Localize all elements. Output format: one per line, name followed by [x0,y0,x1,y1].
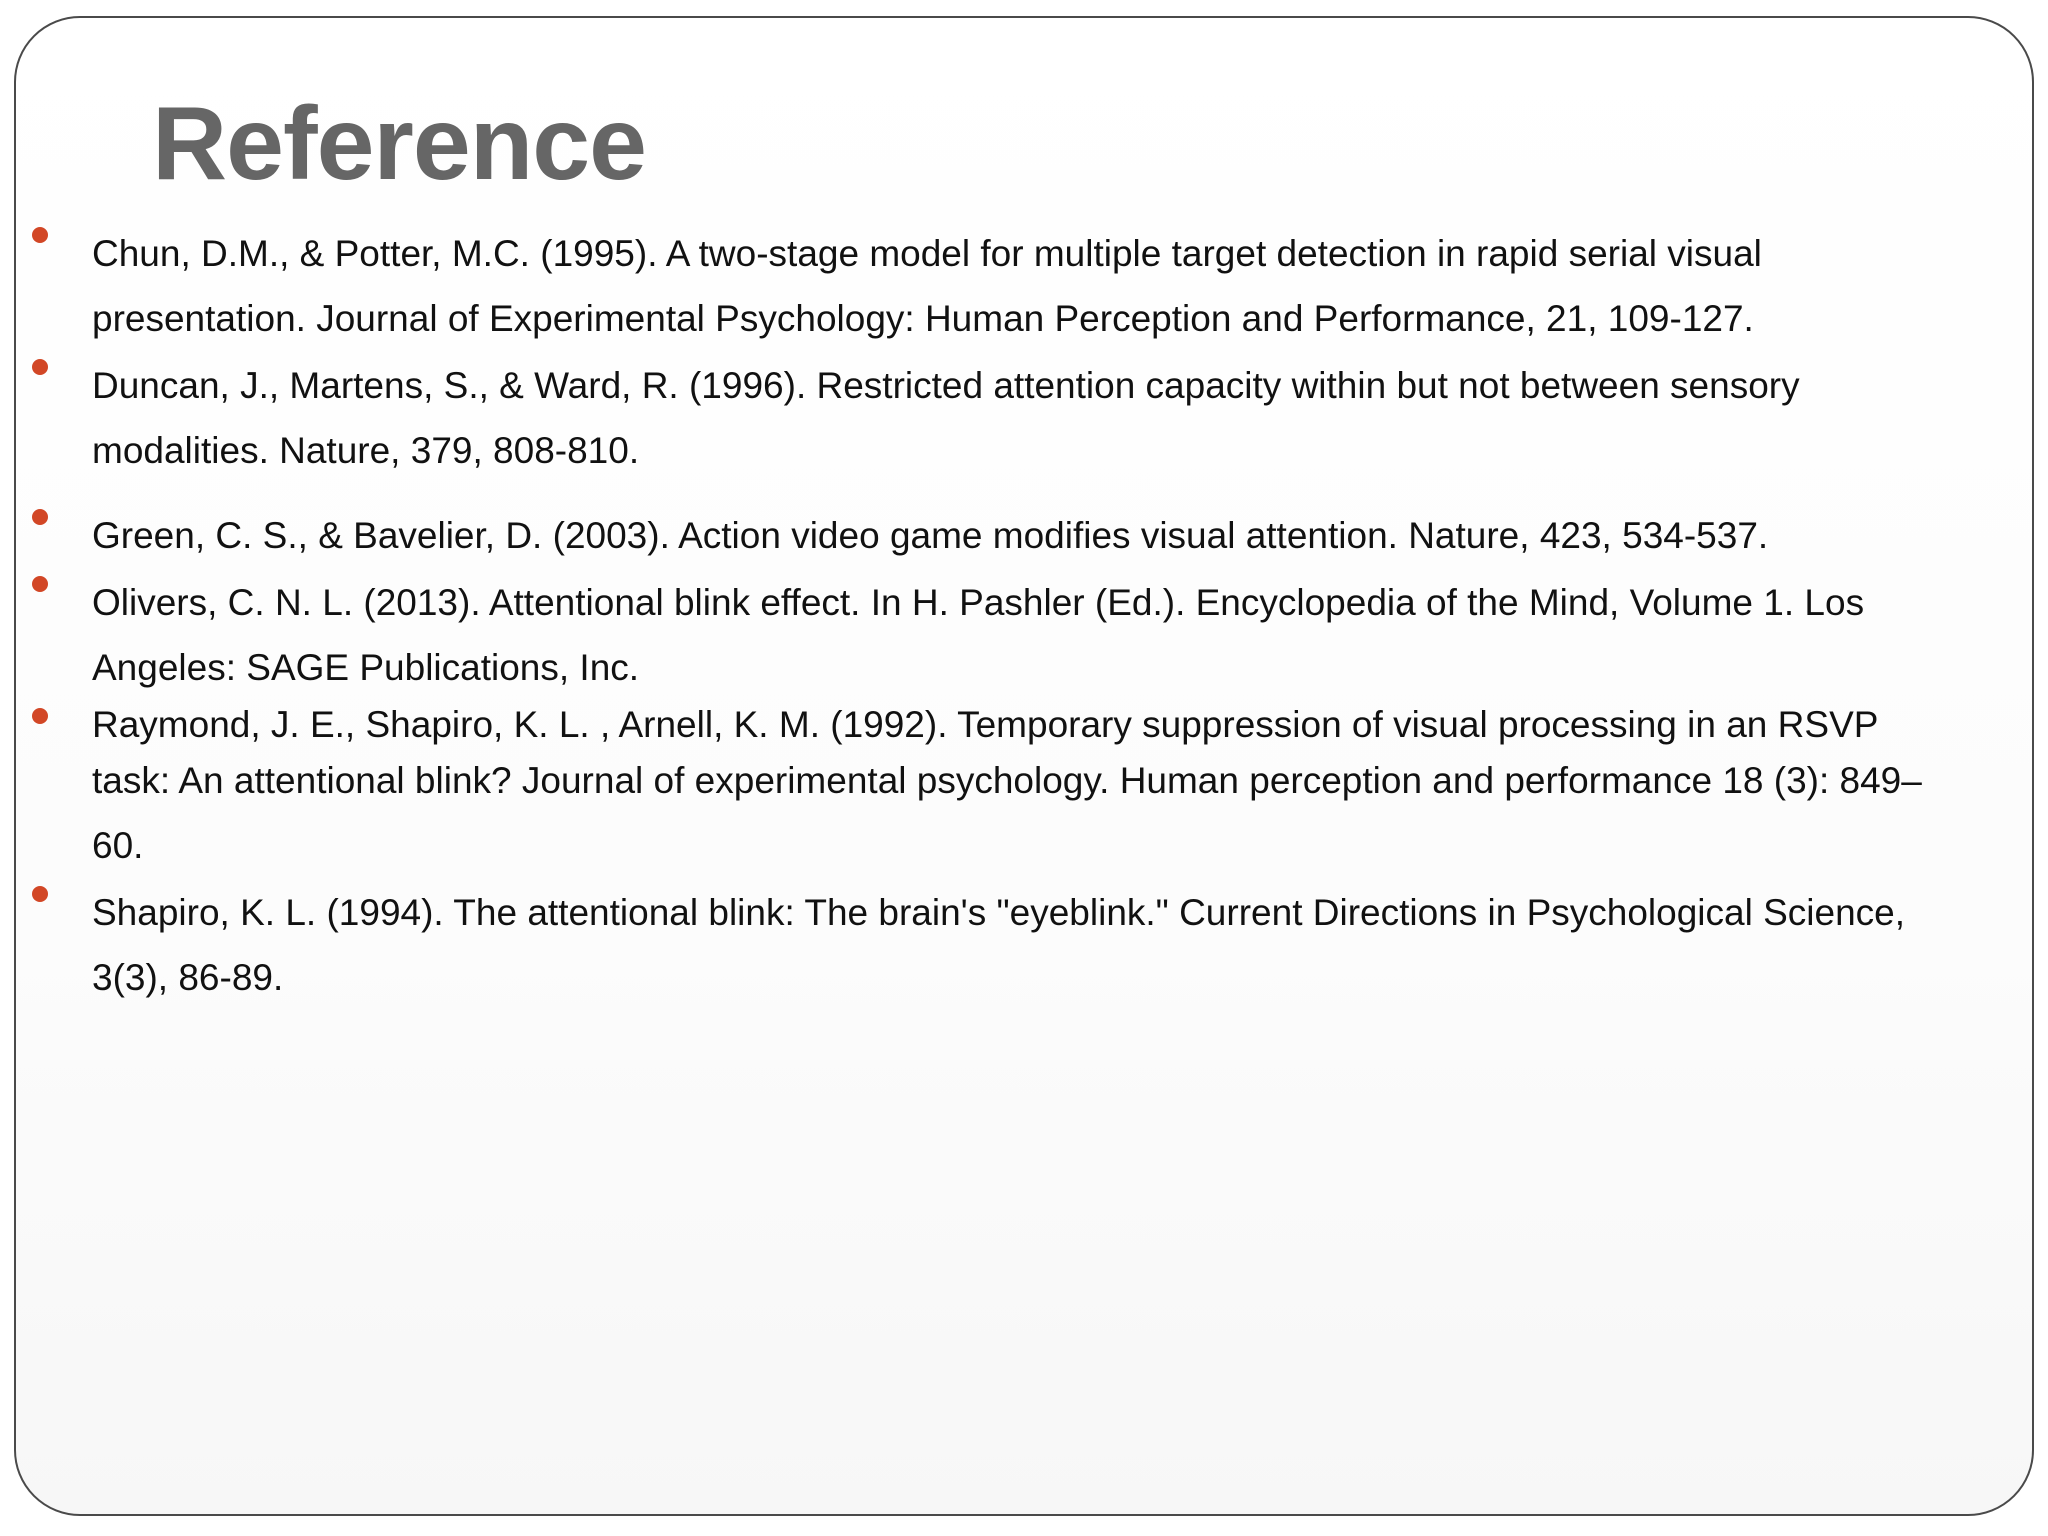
reference-line: Olivers, C. N. L. (2013). Attentional blink effect. In H. Pashler (Ed.). Encyclopedia of the Mind, Volume 1. Los [92,582,1865,623]
reference-line: Duncan, J., Martens, S., & Ward, R. (1996). Restricted attention capacity within but not between sensory [92,365,1800,406]
reference-line: Angeles: SAGE Publications, Inc. [92,647,640,688]
bullet-icon [32,576,48,592]
bullet-icon [32,509,48,525]
reference-text [92,503,1992,568]
reference-line: Green, C. S., & Bavelier, D. (2003). Action video game modifies visual attention. Nature, 423, 534-537. [92,515,1769,556]
reference-list [92,221,1992,1010]
reference-text [92,570,1992,700]
reference-item [92,503,1992,568]
reference-line: task: An attentional blink? Journal of experimental psychology. Human perception and performance 18 (3): 849– [92,760,1922,801]
reference-text [92,353,1992,483]
reference-line: 60. [92,825,144,866]
reference-line: Chun, D.M., & Potter, M.C. (1995). A two-stage model for multiple target detection in rapid serial visual [92,233,1762,274]
reference-line: 3(3), 86-89. [92,957,284,998]
reference-item [92,353,1992,483]
reference-text [92,702,1992,878]
reference-item [92,702,1992,878]
reference-item [92,221,1992,351]
reference-line: Raymond, J. E., Shapiro, K. L. , Arnell, K. M. (1992). Temporary suppression of visual processing in an RSVP [92,704,1879,745]
slide-title: Reference [152,86,646,202]
bullet-icon [32,359,48,375]
reference-line: modalities. Nature, 379, 808-810. [92,430,640,471]
bullet-icon [32,886,48,902]
reference-line: presentation. Journal of Experimental Psychology: Human Perception and Performance, 21, 109-127. [92,298,1754,339]
bullet-icon [32,227,48,243]
reference-line: Shapiro, K. L. (1994). The attentional blink: The brain's "eyeblink." Current Directions in Psychological Science, [92,892,1906,933]
reference-text [92,880,1992,1010]
reference-item [92,880,1992,1010]
reference-item [92,570,1992,700]
reference-text [92,221,1992,351]
bullet-icon [32,708,48,724]
